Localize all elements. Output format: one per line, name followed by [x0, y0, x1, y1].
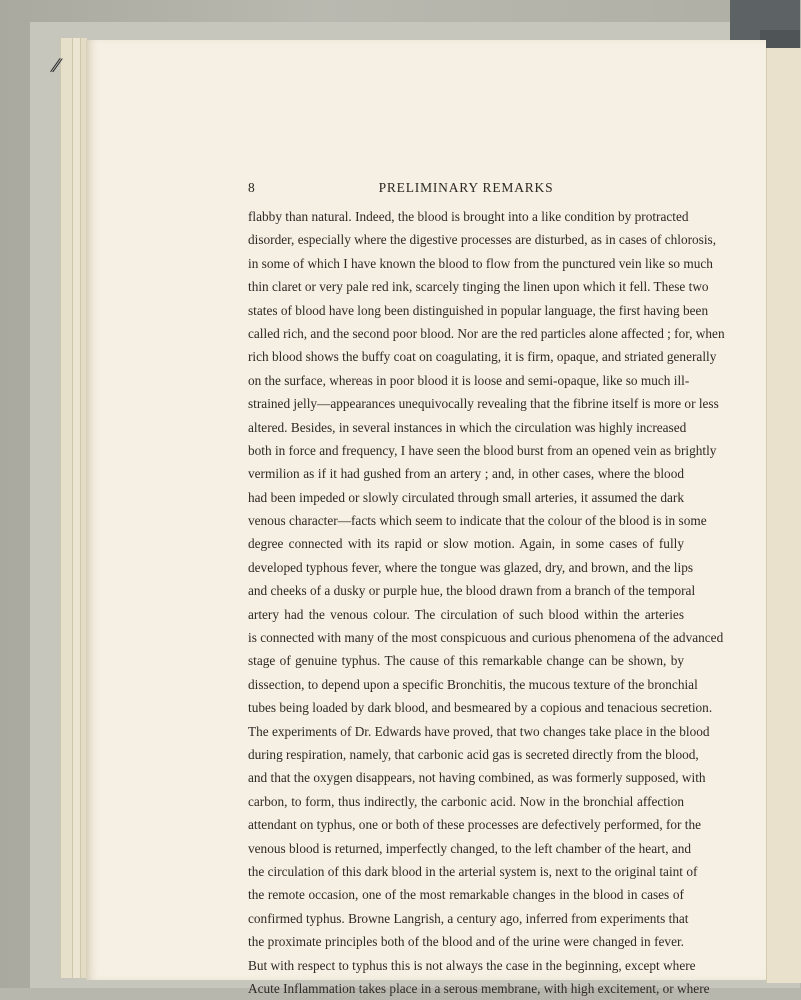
text-line: artery had the venous colour. The circulation of such blood within the arteries — [248, 606, 684, 622]
text-line: venous blood is returned, imperfectly changed, to the left chamber of the heart, and — [248, 840, 692, 856]
text-line: the proximate principles both of the blood and of the urine were changed in fever. — [248, 934, 684, 950]
text-line: called rich, and the second poor blood. Nor are the red particles alone affected ; for, when — [248, 325, 725, 341]
text-line: is connected with many of the most conspicuous and curious phenomena of the advanced — [248, 630, 724, 646]
text-line: altered. Besides, in several instances in which the circulation was highly increased — [248, 419, 687, 435]
running-head — [248, 180, 684, 200]
margin-pencil-mark: // — [50, 51, 59, 78]
text-line: stage of genuine typhus. The cause of this remarkable change can be shown, by — [248, 653, 684, 669]
text-line: on the surface, whereas in poor blood it is loose and semi-opaque, like so much ill- — [248, 372, 690, 388]
text-line: venous character—facts which seem to indicate that the colour of the blood is in some — [248, 513, 707, 529]
text-line: dissection, to depend upon a specific Bronchitis, the mucous texture of the bronchial — [248, 676, 698, 692]
text-line: and cheeks of a dusky or purple hue, the blood drawn from a branch of the temporal — [248, 583, 696, 599]
text-line: rich blood shows the buffy coat on coagulating, it is firm, opaque, and striated generally — [248, 349, 717, 365]
text-line: tubes being loaded by dark blood, and besmeared by a copious and tenacious secretion. — [248, 700, 713, 716]
text-line: disorder, especially where the digestive processes are disturbed, as in cases of chlorosis, — [248, 232, 717, 248]
text-line: states of blood have long been distinguished in popular language, the first having been — [248, 302, 709, 318]
dark-corner-shadow — [760, 30, 800, 50]
text-line: attendant on typhus, one or both of these processes are defectively performed, for the — [248, 817, 702, 833]
text-line: in some of which I have known the blood to flow from the punctured vein like so much — [248, 255, 713, 271]
text-line: strained jelly—appearances unequivocally revealing that the fibrine itself is more or less — [248, 396, 719, 412]
text-line: The experiments of Dr. Edwards have proved, that two changes take place in the blood — [248, 723, 710, 739]
text-line: degree connected with its rapid or slow motion. Again, in some cases of fully — [248, 536, 684, 552]
running-title: PRELIMINARY REMARKS — [378, 180, 554, 195]
text-line: and that the oxygen disappears, not having combined, as was formerly supposed, with — [248, 770, 706, 786]
text-line: thin claret or very pale red ink, scarcely tinging the linen upon which it fell. These two — [248, 279, 709, 295]
page-number: 8 — [248, 180, 255, 195]
text-line: both in force and frequency, I have seen the blood burst from an opened vein as brightly — [248, 442, 717, 458]
next-page-edge — [766, 48, 801, 983]
text-line: developed typhous fever, where the tongue was glazed, dry, and brown, and the lips — [248, 559, 694, 575]
text-line: vermilion as if it had gushed from an artery ; and, in other cases, where the blood — [248, 466, 684, 482]
body-text — [248, 205, 725, 1000]
text-line: Acute Inflammation takes place in a serous membrane, with high excitement, or where — [248, 980, 710, 996]
text-line: had been impeded or slowly circulated through small arteries, it assumed the dark — [248, 489, 684, 505]
text-line: during respiration, namely, that carbonic acid gas is secreted directly from the blood, — [248, 746, 699, 762]
text-line: the circulation of this dark blood in the arterial system is, next to the original taint of — [248, 863, 698, 879]
text-line: confirmed typhus. Browne Langrish, a century ago, inferred from experiments that — [248, 910, 689, 926]
text-line: But with respect to typhus this is not always the case in the beginning, except where — [248, 957, 696, 973]
text-line: flabby than natural. Indeed, the blood is brought into a like condition by protracted — [248, 209, 689, 224]
text-line: the remote occasion, one of the most remarkable changes in the blood in cases of — [248, 887, 684, 903]
text-line: carbon, to form, thus indirectly, the carbonic acid. Now in the bronchial affection — [248, 793, 684, 809]
